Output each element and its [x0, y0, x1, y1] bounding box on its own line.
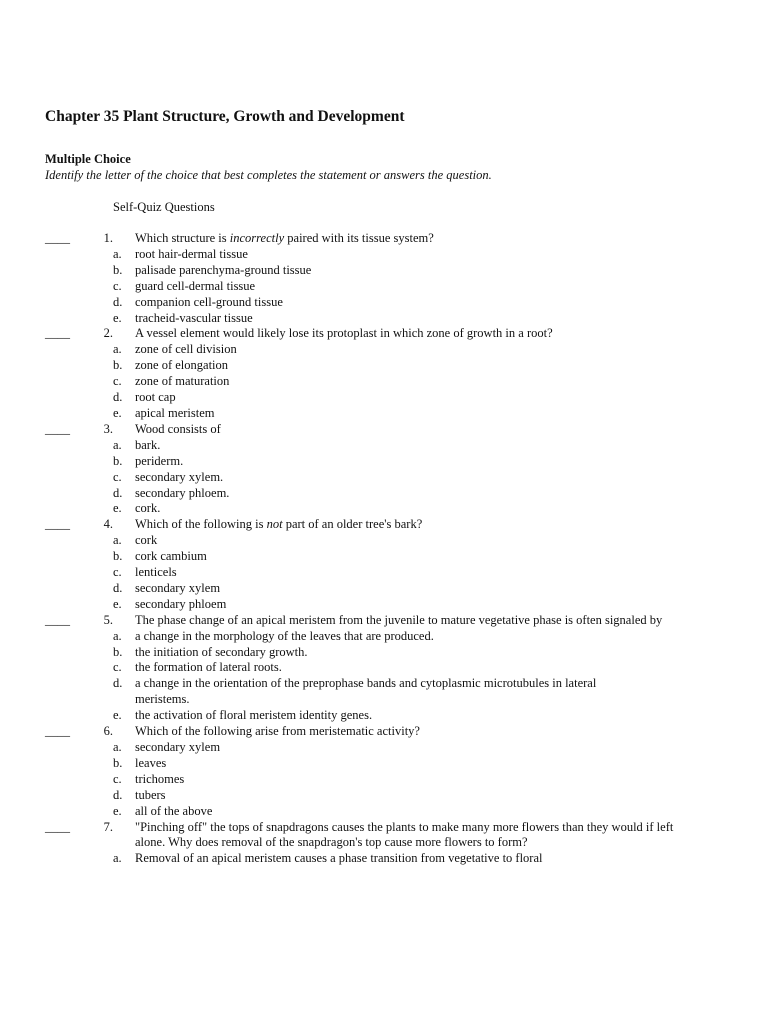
choice-letter: b. — [113, 453, 123, 468]
choice-text: the formation of lateral roots. — [135, 660, 282, 675]
answer-choice — [113, 788, 768, 804]
answer-blank[interactable]: ____ — [45, 612, 70, 627]
choice-letter: e. — [113, 803, 122, 818]
answer-choice — [113, 851, 768, 867]
question-number: 6. — [103, 724, 113, 739]
choice-text: all of the above — [135, 803, 213, 818]
section-heading: Multiple Choice — [45, 152, 131, 166]
question-item — [0, 820, 768, 868]
choice-text: cork — [135, 533, 158, 548]
answer-choice — [113, 295, 768, 311]
answer-choice — [113, 311, 768, 327]
choice-letter: c. — [113, 374, 122, 389]
choice-letter: a. — [113, 628, 122, 643]
instructions: Identify the letter of the choice that best completes the statement or answers the question. — [45, 168, 492, 182]
answer-choice — [113, 390, 768, 406]
answer-choice — [113, 406, 768, 422]
question-stem-emphasis: not — [266, 517, 283, 532]
choice-text: secondary xylem. — [135, 469, 224, 484]
choice-letter: e. — [113, 708, 122, 723]
choice-text: zone of elongation — [135, 358, 229, 373]
quiz-subheading: Self-Quiz Questions — [113, 200, 215, 214]
answer-choice — [113, 708, 768, 724]
choice-text: a change in the morphology of the leaves that are produced. — [135, 628, 434, 643]
question-item — [0, 517, 768, 612]
choice-text: the initiation of secondary growth. — [135, 644, 308, 659]
answer-choice — [113, 374, 768, 390]
choice-text: zone of maturation — [135, 374, 230, 389]
choice-letter: e. — [113, 405, 122, 420]
question-stem — [113, 326, 677, 342]
answer-choice — [113, 597, 768, 613]
choice-letter: d. — [113, 485, 123, 500]
choice-letter: a. — [113, 533, 122, 548]
answer-choice — [113, 740, 768, 756]
question-stem-text: "Pinching off" the tops of snapdragons causes the plants to make many more flowers than they would if left alone. Why does removal of the snapdragon's top cause more flowers to form? — [135, 819, 674, 850]
choice-text: periderm. — [135, 453, 184, 468]
chapter-title: Chapter 35 Plant Structure, Growth and Development — [45, 108, 405, 125]
choice-letter: c. — [113, 660, 122, 675]
choice-text: cork. — [135, 501, 161, 516]
choice-letter: c. — [113, 469, 122, 484]
answer-choice — [113, 263, 768, 279]
answer-choice — [113, 438, 768, 454]
answer-choice — [113, 342, 768, 358]
choice-letter: d. — [113, 390, 123, 405]
question-stem — [113, 517, 677, 533]
question-stem-text: Which of the following arise from meristematic activity? — [135, 724, 420, 739]
choice-text: zone of cell division — [135, 342, 237, 357]
choice-letter: a. — [113, 246, 122, 261]
answer-choice — [113, 470, 768, 486]
choice-text: palisade parenchyma-ground tissue — [135, 262, 312, 277]
question-stem-text: Which structure is — [135, 231, 230, 245]
question-row — [0, 613, 768, 629]
answer-blank[interactable]: ____ — [45, 517, 70, 532]
answer-choice — [113, 279, 768, 295]
question-stem-text: Which of the following is — [135, 517, 267, 532]
question-list — [0, 231, 768, 867]
question-stem-text: paired with its tissue system? — [284, 231, 434, 245]
choice-letter: c. — [113, 278, 122, 293]
answer-choice — [113, 358, 768, 374]
choice-letter: b. — [113, 755, 123, 770]
question-item — [0, 231, 768, 326]
choice-text: secondary xylem — [135, 580, 221, 595]
choice-text: cork cambium — [135, 549, 207, 564]
choice-letter: b. — [113, 358, 123, 373]
choice-letter: d. — [113, 787, 123, 802]
choice-letter: b. — [113, 549, 123, 564]
answer-choice — [113, 804, 768, 820]
choice-text: tubers — [135, 787, 166, 802]
choice-text: root hair-dermal tissue — [135, 246, 248, 261]
question-number: 5. — [103, 612, 113, 627]
choice-letter: e. — [113, 596, 122, 611]
choice-text: trichomes — [135, 771, 185, 786]
question-item — [0, 326, 768, 421]
answer-choice — [113, 549, 768, 565]
choice-text: bark. — [135, 437, 161, 452]
choice-letter: e. — [113, 310, 122, 325]
choice-text: the activation of floral meristem identity genes. — [135, 708, 373, 723]
question-stem-text: The phase change of an apical meristem from the juvenile to mature vegetative phase is often signaled by — [135, 612, 663, 627]
question-stem — [113, 613, 677, 629]
choice-text: root cap — [135, 390, 176, 405]
choice-text: lenticels — [135, 565, 177, 580]
choice-letter: c. — [113, 771, 122, 786]
choice-letter: d. — [113, 294, 123, 309]
answer-blank[interactable]: ____ — [45, 421, 70, 436]
answer-choice — [113, 772, 768, 788]
answer-choice — [113, 454, 768, 470]
choice-letter: d. — [113, 676, 123, 691]
question-item — [0, 613, 768, 724]
answer-choice — [113, 533, 768, 549]
choice-letter: b. — [113, 644, 123, 659]
question-stem-text: part of an older tree's bark? — [282, 517, 423, 532]
question-number: 2. — [103, 326, 113, 341]
choice-letter: a. — [113, 342, 122, 357]
answer-choice — [113, 565, 768, 581]
question-number: 1. — [103, 231, 113, 245]
answer-choice — [113, 676, 768, 708]
question-stem — [113, 820, 677, 852]
question-stem-text: Wood consists of — [135, 421, 221, 436]
answer-choice — [113, 629, 768, 645]
choice-text: a change in the orientation of the preprophase bands and cytoplasmic microtubules in lateral meristems. — [135, 676, 597, 707]
question-stem — [113, 231, 677, 247]
choice-text: secondary phloem. — [135, 485, 230, 500]
question-row — [0, 231, 768, 247]
choice-letter: d. — [113, 580, 123, 595]
question-stem-text: A vessel element would likely lose its protoplast in which zone of growth in a root? — [135, 326, 553, 341]
answer-choice — [113, 247, 768, 263]
question-number: 4. — [103, 517, 113, 532]
question-number: 3. — [103, 421, 113, 436]
choice-text: guard cell-dermal tissue — [135, 278, 256, 293]
answer-blank[interactable]: ____ — [45, 724, 70, 739]
choice-letter: b. — [113, 262, 123, 277]
answer-blank[interactable]: ____ — [45, 326, 70, 341]
question-item — [0, 724, 768, 819]
answer-blank[interactable]: ____ — [45, 231, 70, 245]
question-row — [0, 422, 768, 438]
choice-text: companion cell-ground tissue — [135, 294, 283, 309]
question-row — [0, 724, 768, 740]
question-item — [0, 422, 768, 517]
choice-text: tracheid-vascular tissue — [135, 310, 253, 325]
question-stem-emphasis: incorrectly — [229, 231, 285, 245]
answer-choice — [113, 501, 768, 517]
choice-text: leaves — [135, 755, 167, 770]
question-row — [0, 326, 768, 342]
question-number: 7. — [103, 819, 113, 834]
choice-letter: a. — [113, 740, 122, 754]
choice-text: secondary xylem — [135, 740, 221, 754]
answer-blank[interactable]: ____ — [45, 819, 70, 834]
answer-choice — [113, 756, 768, 772]
question-stem — [113, 724, 677, 740]
question-stem — [113, 422, 677, 438]
choice-text: apical meristem — [135, 405, 215, 420]
choice-text: secondary phloem — [135, 596, 227, 611]
answer-choice — [113, 645, 768, 661]
choice-letter: e. — [113, 501, 122, 516]
answer-choice — [113, 581, 768, 597]
choice-letter: a. — [113, 437, 122, 452]
choice-text: Removal of an apical meristem causes a phase transition from vegetative to floral — [135, 851, 543, 866]
question-row — [0, 517, 768, 533]
choice-letter: c. — [113, 565, 122, 580]
choice-letter: a. — [113, 851, 122, 866]
answer-choice — [113, 660, 768, 676]
answer-choice — [113, 486, 768, 502]
question-row — [0, 820, 768, 852]
